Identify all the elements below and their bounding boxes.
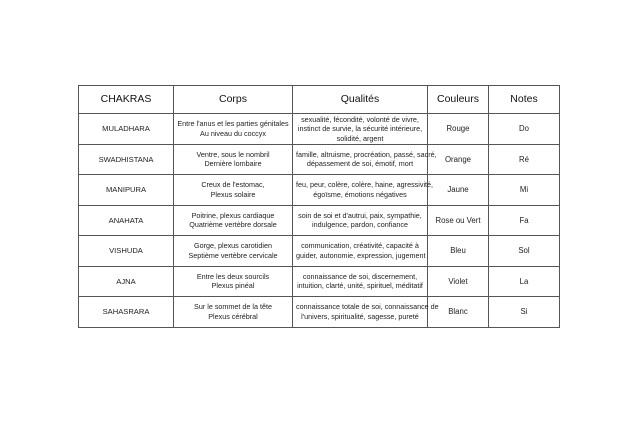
corps-cell xyxy=(174,175,293,206)
qualites-line: guider, autonomie, expression, jugement xyxy=(296,250,426,260)
header-row xyxy=(79,86,560,114)
couleur-cell: Rose ou Vert xyxy=(428,205,489,236)
qualites-cell xyxy=(293,266,428,297)
qualites-line: indulgence, pardon, confiance xyxy=(312,220,408,230)
chakra-name: VISHUDA xyxy=(79,236,174,267)
corps-line: Au niveau du coccyx xyxy=(200,128,266,138)
qualites-line: connaissance de soi, discernement, xyxy=(302,271,418,281)
corps-line: Plexus solaire xyxy=(210,189,256,199)
qualites-line: communication, créativité, capacité à xyxy=(301,241,419,251)
qualites-line: soin de soi et d'autrui, paix, sympathie, xyxy=(298,210,422,220)
qualites-line: instinct de survie, la sécurité intérieure, xyxy=(297,124,423,133)
qualites-line: sexualité, fécondité, volonté de vivre, xyxy=(301,114,419,124)
qualites-cell xyxy=(293,114,428,145)
note-cell: La xyxy=(489,266,560,297)
qualites-cell xyxy=(293,144,437,175)
corps-line: Ventre, sous le nombril xyxy=(196,149,270,159)
corps-line: Quatrième vertèbre dorsale xyxy=(189,220,277,230)
table-row xyxy=(79,266,560,297)
chakra-name: AJNA xyxy=(79,266,174,297)
couleur-cell: Orange xyxy=(428,144,489,175)
table-row xyxy=(79,114,560,145)
note-cell: Ré xyxy=(489,144,560,175)
corps-cell xyxy=(174,297,293,328)
corps-cell xyxy=(174,114,293,145)
couleur-cell: Jaune xyxy=(428,175,489,206)
corps-line: Creux de l'estomac, xyxy=(201,180,265,190)
corps-line: Plexus cérébral xyxy=(208,311,258,321)
qualites-cell xyxy=(293,205,428,236)
note-cell: Sol xyxy=(489,236,560,267)
chakra-name: SWADHISTANA xyxy=(79,144,174,175)
qualites-line: feu, peur, colère, colère, haine, agressivité, xyxy=(296,180,434,190)
chakra-table xyxy=(78,85,560,328)
qualites-line: solidité, argent xyxy=(336,133,384,143)
qualites-line: égoïsme, émotions négatives xyxy=(313,189,407,199)
corps-cell xyxy=(174,236,293,267)
chakra-name: MANIPURA xyxy=(79,175,174,206)
header-qualites: Qualités xyxy=(293,86,428,114)
qualites-line: famille, altruisme, procréation, passé, sacré, xyxy=(296,149,437,159)
corps-cell xyxy=(174,205,293,236)
table-row xyxy=(79,236,560,267)
qualites-cell xyxy=(293,236,428,267)
corps-line: Septième vertèbre cervicale xyxy=(188,250,278,260)
couleur-cell: Blanc xyxy=(428,297,489,328)
chakra-name: MULADHARA xyxy=(79,114,174,145)
qualites-line: intuition, clarté, unité, spirituel, méditatif xyxy=(297,281,423,291)
qualites-line: l'univers, spiritualité, sagesse, pureté xyxy=(301,311,419,321)
corps-line: Entre l'anus et les parties génitales xyxy=(177,119,289,129)
note-cell: Mi xyxy=(489,175,560,206)
chakra-name: ANAHATA xyxy=(79,205,174,236)
note-cell: Si xyxy=(489,297,560,328)
table-row xyxy=(79,175,560,206)
corps-line: Plexus pinéal xyxy=(211,281,255,291)
corps-line: Entre les deux sourcils xyxy=(196,271,270,281)
corps-cell xyxy=(174,144,293,175)
qualites-line: dépassement de soi, émotif, mort xyxy=(306,159,414,169)
couleur-cell: Rouge xyxy=(428,114,489,145)
table-row xyxy=(79,144,560,175)
header-couleurs: Couleurs xyxy=(428,86,489,114)
qualites-cell xyxy=(293,175,434,206)
header-corps: Corps xyxy=(174,86,293,114)
table-row xyxy=(79,297,560,328)
corps-cell xyxy=(174,266,293,297)
corps-line: Gorge, plexus carotidien xyxy=(194,241,272,251)
note-cell: Do xyxy=(489,114,560,145)
note-cell: Fa xyxy=(489,205,560,236)
corps-line: Sur le sommet de la tête xyxy=(194,302,272,312)
table-header xyxy=(79,86,560,114)
header-chakras: CHAKRAS xyxy=(79,86,174,114)
header-notes: Notes xyxy=(489,86,560,114)
table-body xyxy=(79,114,560,328)
table-row xyxy=(79,205,560,236)
qualites-line: connaissance totale de soi, connaissance de xyxy=(296,302,439,312)
chakra-name: SAHASRARA xyxy=(79,297,174,328)
couleur-cell: Violet xyxy=(428,266,489,297)
couleur-cell: Bleu xyxy=(428,236,489,267)
qualites-cell xyxy=(293,297,439,328)
corps-line: Poitrine, plexus cardiaque xyxy=(191,210,275,220)
corps-line: Dernière lombaire xyxy=(204,159,262,169)
